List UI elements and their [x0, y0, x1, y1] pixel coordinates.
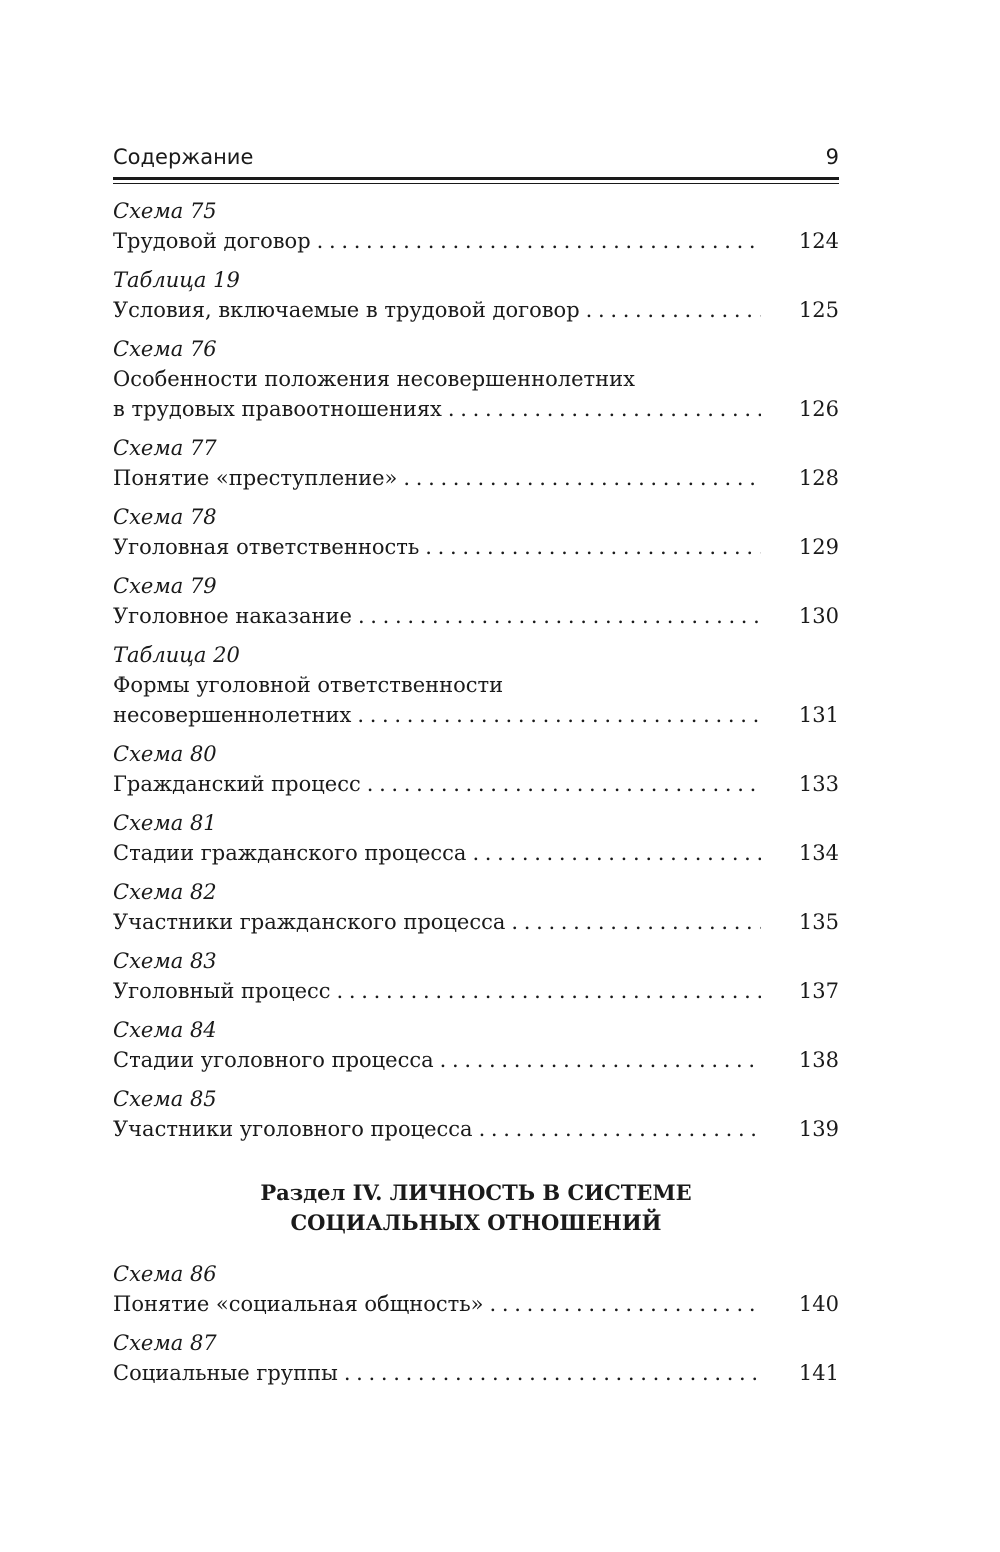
dot-leader — [367, 769, 761, 799]
running-header — [113, 143, 839, 175]
section-heading — [113, 1178, 839, 1238]
toc-entry-label: Таблица 20 — [113, 643, 240, 667]
toc-entry — [113, 640, 839, 730]
dot-leader — [479, 1114, 761, 1144]
toc-entry-page: 128 — [798, 466, 839, 490]
toc-entry-label: Схема 84 — [113, 1018, 217, 1042]
toc-entry-row — [113, 532, 839, 562]
toc-entry-row — [113, 1289, 839, 1319]
toc-entry-page: 137 — [798, 979, 839, 1003]
toc-entry-title: в трудовых правоотношениях — [113, 397, 442, 421]
dot-leader — [440, 1045, 761, 1075]
toc-entry — [113, 265, 839, 325]
toc-entry-title: Гражданский процесс — [113, 772, 361, 796]
toc-entry-label: Схема 86 — [113, 1262, 217, 1286]
toc-entry-row — [113, 295, 839, 325]
toc-entry — [113, 196, 839, 256]
toc-entry-page: 131 — [798, 703, 839, 727]
toc-entry — [113, 1084, 839, 1144]
toc-entry-row — [113, 394, 839, 424]
toc-entry-title-line: Особенности положения несовершеннолетних — [113, 367, 635, 391]
toc-entry-label: Схема 79 — [113, 574, 217, 598]
toc-entry-page: 140 — [798, 1292, 839, 1316]
toc-entry-title: Уголовный процесс — [113, 979, 331, 1003]
toc-entry-page: 124 — [798, 229, 839, 253]
section-heading-line2: СОЦИАЛЬНЫХ ОТНОШЕНИЙ — [290, 1210, 662, 1235]
toc-entry-page: 139 — [798, 1117, 839, 1141]
toc-entry-label: Схема 87 — [113, 1331, 217, 1355]
toc-entry-label: Схема 85 — [113, 1087, 217, 1111]
toc-entry-page: 125 — [798, 298, 839, 322]
toc-entry-page: 130 — [798, 604, 839, 628]
toc-entry — [113, 502, 839, 562]
toc-entry-label: Схема 75 — [113, 199, 217, 223]
toc-entry-row — [113, 226, 839, 256]
toc-entry-row — [113, 907, 839, 937]
dot-leader — [403, 463, 761, 493]
toc-entry-row — [113, 769, 839, 799]
toc-entry-title: Участники гражданского процесса — [113, 910, 506, 934]
toc-entry-row — [113, 1358, 839, 1388]
dot-leader — [358, 601, 761, 631]
header-title: Содержание — [113, 145, 254, 169]
header-rule-thin — [113, 183, 839, 184]
toc-entry-title: Понятие «социальная общность» — [113, 1292, 484, 1316]
toc-entry-page: 141 — [798, 1361, 839, 1385]
section-heading-line1: Раздел IV. ЛИЧНОСТЬ В СИСТЕМЕ — [260, 1180, 692, 1205]
toc-entry-page: 134 — [798, 841, 839, 865]
dot-leader — [317, 226, 761, 256]
toc-entry — [113, 877, 839, 937]
toc-entry-label: Схема 76 — [113, 337, 217, 361]
dot-leader — [337, 976, 761, 1006]
toc-entry — [113, 1015, 839, 1075]
dot-leader — [472, 838, 761, 868]
table-of-contents — [113, 196, 839, 1397]
toc-entry — [113, 1259, 839, 1319]
toc-entry-label: Схема 77 — [113, 436, 217, 460]
toc-entry-label: Схема 78 — [113, 505, 217, 529]
toc-entry-row — [113, 1045, 839, 1075]
header-page-number: 9 — [825, 145, 839, 169]
toc-entry — [113, 808, 839, 868]
toc-entry-label: Схема 81 — [113, 811, 217, 835]
toc-entry-page: 135 — [798, 910, 839, 934]
dot-leader — [448, 394, 761, 424]
toc-entry-row — [113, 1114, 839, 1144]
toc-entry-title: Уголовное наказание — [113, 604, 352, 628]
toc-entry — [113, 571, 839, 631]
toc-entry-page: 129 — [798, 535, 839, 559]
toc-entry — [113, 334, 839, 424]
toc-entry-page: 138 — [798, 1048, 839, 1072]
toc-entry — [113, 433, 839, 493]
dot-leader — [586, 295, 761, 325]
toc-entry-title-line: Формы уголовной ответственности — [113, 673, 504, 697]
toc-entry — [113, 946, 839, 1006]
toc-entry-row — [113, 838, 839, 868]
dot-leader — [511, 907, 761, 937]
toc-entry-title: несовершеннолетних — [113, 703, 352, 727]
dot-leader — [425, 532, 761, 562]
toc-entry-title: Участники уголовного процесса — [113, 1117, 473, 1141]
toc-entries-before — [113, 196, 839, 1144]
toc-entry-label: Схема 82 — [113, 880, 217, 904]
toc-entry-title: Понятие «преступление» — [113, 466, 398, 490]
toc-entries-after — [113, 1259, 839, 1388]
toc-entry-title: Условия, включаемые в трудовой договор — [113, 298, 580, 322]
dot-leader — [357, 700, 761, 730]
toc-entry-row — [113, 700, 839, 730]
toc-entry-title: Трудовой договор — [113, 229, 311, 253]
toc-entry-title: Уголовная ответственность — [113, 535, 420, 559]
toc-entry-page: 126 — [798, 397, 839, 421]
dot-leader — [490, 1289, 761, 1319]
toc-entry-label: Схема 80 — [113, 742, 217, 766]
dot-leader — [344, 1358, 761, 1388]
toc-entry-title: Стадии гражданского процесса — [113, 841, 467, 865]
toc-entry-page: 133 — [798, 772, 839, 796]
toc-entry-title: Стадии уголовного процесса — [113, 1048, 434, 1072]
toc-entry — [113, 1328, 839, 1388]
toc-entry-label: Схема 83 — [113, 949, 217, 973]
toc-entry-row — [113, 976, 839, 1006]
toc-entry-label: Таблица 19 — [113, 268, 240, 292]
toc-entry-title: Социальные группы — [113, 1361, 338, 1385]
toc-entry-row — [113, 463, 839, 493]
toc-entry-row — [113, 601, 839, 631]
toc-entry — [113, 739, 839, 799]
header-rule-thick — [113, 177, 839, 180]
